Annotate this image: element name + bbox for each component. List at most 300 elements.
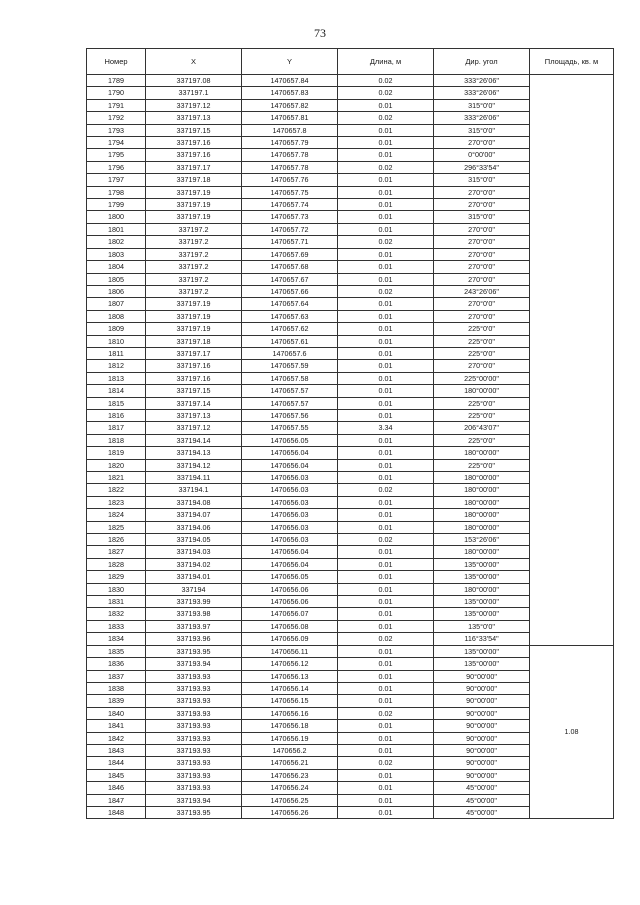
cell-angle: 135°0'0"	[434, 620, 530, 632]
cell-number: 1822	[87, 484, 146, 496]
cell-length: 0.01	[338, 99, 434, 111]
cell-y: 1470657.76	[242, 174, 338, 186]
cell-x: 337197.18	[146, 335, 242, 347]
cell-y: 1470657.73	[242, 211, 338, 223]
cell-number: 1833	[87, 620, 146, 632]
cell-angle: 135°00'00"	[434, 608, 530, 620]
cell-number: 1824	[87, 509, 146, 521]
cell-y: 1470656.16	[242, 707, 338, 719]
cell-number: 1812	[87, 360, 146, 372]
cell-y: 1470656.24	[242, 782, 338, 794]
cell-angle: 315°0'0"	[434, 211, 530, 223]
cell-number: 1804	[87, 261, 146, 273]
cell-number: 1807	[87, 298, 146, 310]
cell-number: 1814	[87, 385, 146, 397]
cell-length: 0.01	[338, 149, 434, 161]
cell-x: 337197.2	[146, 285, 242, 297]
cell-number: 1793	[87, 124, 146, 136]
cell-x: 337197.14	[146, 397, 242, 409]
cell-length: 0.01	[338, 744, 434, 756]
cell-number: 1825	[87, 521, 146, 533]
cell-length: 0.01	[338, 385, 434, 397]
cell-y: 1470657.67	[242, 273, 338, 285]
cell-angle: 180°00'00"	[434, 385, 530, 397]
cell-angle: 180°00'00"	[434, 496, 530, 508]
cell-angle: 180°00'00"	[434, 521, 530, 533]
cell-length: 0.02	[338, 484, 434, 496]
cell-x: 337194.02	[146, 558, 242, 570]
cell-angle: 116°33'54"	[434, 633, 530, 645]
cell-x: 337197.19	[146, 199, 242, 211]
cell-x: 337197.2	[146, 236, 242, 248]
cell-number: 1832	[87, 608, 146, 620]
cell-angle: 0°00'00"	[434, 149, 530, 161]
cell-y: 1470656.08	[242, 620, 338, 632]
cell-y: 1470656.23	[242, 769, 338, 781]
cell-length: 0.02	[338, 633, 434, 645]
cell-x: 337194.1	[146, 484, 242, 496]
cell-number: 1820	[87, 459, 146, 471]
cell-angle: 296°33'54"	[434, 161, 530, 173]
cell-angle: 90°00'00"	[434, 732, 530, 744]
cell-angle: 270°0'0"	[434, 223, 530, 235]
cell-angle: 135°00'00"	[434, 596, 530, 608]
cell-length: 0.01	[338, 199, 434, 211]
cell-y: 1470656.06	[242, 596, 338, 608]
cell-x: 337197.16	[146, 137, 242, 149]
cell-length: 0.02	[338, 285, 434, 297]
cell-y: 1470656.04	[242, 459, 338, 471]
cell-number: 1799	[87, 199, 146, 211]
cell-length: 3.34	[338, 422, 434, 434]
cell-angle: 153°26'06"	[434, 534, 530, 546]
cell-length: 0.01	[338, 397, 434, 409]
cell-y: 1470657.82	[242, 99, 338, 111]
cell-x: 337193.93	[146, 720, 242, 732]
cell-y: 1470657.79	[242, 137, 338, 149]
cell-number: 1811	[87, 347, 146, 359]
cell-y: 1470657.6	[242, 347, 338, 359]
cell-x: 337197.2	[146, 223, 242, 235]
header-area: Площадь, кв. м	[530, 49, 614, 75]
cell-number: 1815	[87, 397, 146, 409]
cell-length: 0.02	[338, 757, 434, 769]
cell-y: 1470656.13	[242, 670, 338, 682]
cell-length: 0.01	[338, 124, 434, 136]
cell-y: 1470656.03	[242, 534, 338, 546]
cell-number: 1848	[87, 806, 146, 818]
cell-angle: 90°00'00"	[434, 682, 530, 694]
cell-y: 1470656.2	[242, 744, 338, 756]
cell-angle: 225°0'0"	[434, 397, 530, 409]
cell-number: 1838	[87, 682, 146, 694]
cell-x: 337194.13	[146, 447, 242, 459]
cell-length: 0.01	[338, 608, 434, 620]
cell-x: 337194.11	[146, 472, 242, 484]
cell-y: 1470657.58	[242, 372, 338, 384]
cell-length: 0.01	[338, 558, 434, 570]
cell-number: 1818	[87, 434, 146, 446]
cell-length: 0.02	[338, 534, 434, 546]
cell-angle: 90°00'00"	[434, 720, 530, 732]
cell-angle: 270°0'0"	[434, 199, 530, 211]
cell-number: 1805	[87, 273, 146, 285]
cell-length: 0.02	[338, 161, 434, 173]
cell-x: 337194.01	[146, 571, 242, 583]
cell-length: 0.02	[338, 112, 434, 124]
cell-x: 337197.16	[146, 360, 242, 372]
cell-length: 0.01	[338, 459, 434, 471]
cell-length: 0.01	[338, 447, 434, 459]
cell-length: 0.01	[338, 174, 434, 186]
cell-y: 1470657.78	[242, 161, 338, 173]
cell-length: 0.01	[338, 496, 434, 508]
cell-y: 1470656.19	[242, 732, 338, 744]
cell-x: 337193.93	[146, 707, 242, 719]
cell-x: 337197.19	[146, 298, 242, 310]
cell-length: 0.01	[338, 521, 434, 533]
cell-number: 1834	[87, 633, 146, 645]
cell-y: 1470657.68	[242, 261, 338, 273]
cell-angle: 270°0'0"	[434, 298, 530, 310]
cell-number: 1829	[87, 571, 146, 583]
cell-angle: 243°26'06"	[434, 285, 530, 297]
cell-number: 1828	[87, 558, 146, 570]
cell-number: 1831	[87, 596, 146, 608]
cell-length: 0.01	[338, 658, 434, 670]
cell-x: 337197.16	[146, 149, 242, 161]
cell-length: 0.02	[338, 707, 434, 719]
coordinates-table	[86, 48, 614, 819]
cell-length: 0.01	[338, 670, 434, 682]
cell-number: 1794	[87, 137, 146, 149]
cell-number: 1798	[87, 186, 146, 198]
cell-y: 1470657.55	[242, 422, 338, 434]
cell-number: 1841	[87, 720, 146, 732]
cell-number: 1809	[87, 323, 146, 335]
cell-angle: 225°0'0"	[434, 409, 530, 421]
cell-number: 1813	[87, 372, 146, 384]
cell-y: 1470657.61	[242, 335, 338, 347]
cell-length: 0.01	[338, 261, 434, 273]
cell-x: 337194.08	[146, 496, 242, 508]
cell-y: 1470656.09	[242, 633, 338, 645]
cell-x: 337193.97	[146, 620, 242, 632]
cell-angle: 225°0'0"	[434, 347, 530, 359]
cell-length: 0.01	[338, 347, 434, 359]
cell-length: 0.01	[338, 298, 434, 310]
cell-x: 337194.07	[146, 509, 242, 521]
cell-x: 337197.17	[146, 347, 242, 359]
cell-y: 1470656.11	[242, 645, 338, 657]
cell-angle: 180°00'00"	[434, 583, 530, 595]
cell-angle: 90°00'00"	[434, 670, 530, 682]
cell-y: 1470656.05	[242, 571, 338, 583]
cell-angle: 206°43'07"	[434, 422, 530, 434]
cell-x: 337197.08	[146, 75, 242, 87]
cell-y: 1470657.78	[242, 149, 338, 161]
cell-angle: 270°0'0"	[434, 310, 530, 322]
cell-length: 0.01	[338, 360, 434, 372]
cell-length: 0.01	[338, 645, 434, 657]
cell-x: 337193.95	[146, 806, 242, 818]
cell-length: 0.01	[338, 720, 434, 732]
cell-number: 1842	[87, 732, 146, 744]
cell-length: 0.01	[338, 223, 434, 235]
cell-x: 337197.19	[146, 211, 242, 223]
cell-x: 337197.2	[146, 273, 242, 285]
cell-y: 1470656.04	[242, 558, 338, 570]
cell-x: 337194.14	[146, 434, 242, 446]
cell-number: 1791	[87, 99, 146, 111]
cell-angle: 225°00'00"	[434, 372, 530, 384]
cell-y: 1470657.74	[242, 199, 338, 211]
cell-number: 1800	[87, 211, 146, 223]
cell-y: 1470656.04	[242, 546, 338, 558]
page-number: 73	[314, 26, 326, 40]
cell-y: 1470656.05	[242, 434, 338, 446]
cell-angle: 180°00'00"	[434, 484, 530, 496]
cell-y: 1470656.03	[242, 521, 338, 533]
cell-angle: 333°26'06"	[434, 75, 530, 87]
cell-x: 337193.93	[146, 682, 242, 694]
cell-y: 1470657.69	[242, 248, 338, 260]
cell-angle: 45°00'00"	[434, 806, 530, 818]
cell-length: 0.01	[338, 509, 434, 521]
cell-angle: 225°0'0"	[434, 323, 530, 335]
cell-number: 1823	[87, 496, 146, 508]
cell-number: 1796	[87, 161, 146, 173]
cell-length: 0.01	[338, 211, 434, 223]
cell-number: 1844	[87, 757, 146, 769]
cell-y: 1470657.66	[242, 285, 338, 297]
cell-x: 337193.95	[146, 645, 242, 657]
cell-angle: 90°00'00"	[434, 757, 530, 769]
cell-angle: 333°26'06"	[434, 112, 530, 124]
cell-y: 1470656.06	[242, 583, 338, 595]
cell-length: 0.01	[338, 372, 434, 384]
cell-y: 1470657.83	[242, 87, 338, 99]
header-angle: Дир. угол	[434, 49, 530, 75]
cell-length: 0.01	[338, 409, 434, 421]
cell-number: 1846	[87, 782, 146, 794]
cell-number: 1810	[87, 335, 146, 347]
cell-number: 1816	[87, 409, 146, 421]
header-length: Длина, м	[338, 49, 434, 75]
cell-x: 337197.2	[146, 261, 242, 273]
cell-y: 1470656.26	[242, 806, 338, 818]
cell-angle: 90°00'00"	[434, 769, 530, 781]
cell-number: 1839	[87, 695, 146, 707]
cell-x: 337197.18	[146, 174, 242, 186]
cell-number: 1821	[87, 472, 146, 484]
cell-angle: 180°00'00"	[434, 546, 530, 558]
cell-x: 337197.15	[146, 385, 242, 397]
cell-x: 337193.93	[146, 670, 242, 682]
cell-length: 0.01	[338, 335, 434, 347]
cell-angle: 45°00'00"	[434, 782, 530, 794]
cell-angle: 135°00'00"	[434, 658, 530, 670]
cell-y: 1470657.81	[242, 112, 338, 124]
cell-number: 1827	[87, 546, 146, 558]
cell-x: 337193.94	[146, 658, 242, 670]
cell-y: 1470657.84	[242, 75, 338, 87]
cell-angle: 225°0'0"	[434, 335, 530, 347]
cell-y: 1470657.59	[242, 360, 338, 372]
cell-number: 1801	[87, 223, 146, 235]
cell-angle: 135°00'00"	[434, 558, 530, 570]
cell-length: 0.01	[338, 769, 434, 781]
cell-number: 1847	[87, 794, 146, 806]
cell-length: 0.01	[338, 434, 434, 446]
cell-angle: 90°00'00"	[434, 707, 530, 719]
cell-y: 1470656.04	[242, 447, 338, 459]
cell-number: 1803	[87, 248, 146, 260]
cell-y: 1470656.18	[242, 720, 338, 732]
cell-x: 337197.15	[146, 124, 242, 136]
cell-length: 0.01	[338, 310, 434, 322]
cell-x: 337193.98	[146, 608, 242, 620]
cell-angle: 333°26'06"	[434, 87, 530, 99]
cell-number: 1830	[87, 583, 146, 595]
header-y: Y	[242, 49, 338, 75]
cell-angle: 270°0'0"	[434, 261, 530, 273]
cell-angle: 45°00'00"	[434, 794, 530, 806]
cell-x: 337197.19	[146, 310, 242, 322]
cell-x: 337193.93	[146, 695, 242, 707]
cell-length: 0.01	[338, 596, 434, 608]
cell-y: 1470657.64	[242, 298, 338, 310]
cell-x: 337197.12	[146, 99, 242, 111]
cell-angle: 180°00'00"	[434, 509, 530, 521]
cell-x: 337193.93	[146, 782, 242, 794]
table-header-row	[87, 49, 614, 75]
cell-y: 1470657.57	[242, 385, 338, 397]
cell-length: 0.01	[338, 682, 434, 694]
cell-angle: 315°0'0"	[434, 99, 530, 111]
cell-number: 1840	[87, 707, 146, 719]
cell-x: 337197.17	[146, 161, 242, 173]
cell-x: 337197.19	[146, 186, 242, 198]
table-row	[87, 645, 614, 657]
cell-y: 1470657.71	[242, 236, 338, 248]
area-cell-empty	[530, 75, 614, 646]
cell-angle: 270°0'0"	[434, 248, 530, 260]
cell-x: 337197.13	[146, 409, 242, 421]
cell-angle: 135°00'00"	[434, 571, 530, 583]
cell-angle: 270°0'0"	[434, 273, 530, 285]
cell-number: 1808	[87, 310, 146, 322]
cell-length: 0.01	[338, 732, 434, 744]
cell-y: 1470657.63	[242, 310, 338, 322]
cell-x: 337194.03	[146, 546, 242, 558]
cell-length: 0.01	[338, 806, 434, 818]
cell-y: 1470657.57	[242, 397, 338, 409]
cell-x: 337197.12	[146, 422, 242, 434]
cell-x: 337197.19	[146, 323, 242, 335]
cell-y: 1470656.03	[242, 472, 338, 484]
cell-length: 0.01	[338, 695, 434, 707]
cell-number: 1817	[87, 422, 146, 434]
cell-angle: 270°0'0"	[434, 236, 530, 248]
cell-number: 1843	[87, 744, 146, 756]
cell-length: 0.01	[338, 472, 434, 484]
cell-length: 0.01	[338, 583, 434, 595]
cell-number: 1795	[87, 149, 146, 161]
cell-y: 1470656.21	[242, 757, 338, 769]
cell-length: 0.01	[338, 782, 434, 794]
cell-y: 1470656.25	[242, 794, 338, 806]
cell-angle: 270°0'0"	[434, 137, 530, 149]
cell-x: 337194.06	[146, 521, 242, 533]
cell-angle: 180°00'00"	[434, 447, 530, 459]
cell-angle: 180°00'00"	[434, 472, 530, 484]
header-x: X	[146, 49, 242, 75]
cell-x: 337194	[146, 583, 242, 595]
cell-length: 0.01	[338, 571, 434, 583]
cell-x: 337197.1	[146, 87, 242, 99]
cell-angle: 270°0'0"	[434, 186, 530, 198]
cell-number: 1789	[87, 75, 146, 87]
cell-number: 1819	[87, 447, 146, 459]
cell-length: 0.01	[338, 248, 434, 260]
cell-y: 1470657.72	[242, 223, 338, 235]
cell-x: 337197.2	[146, 248, 242, 260]
cell-angle: 225°0'0"	[434, 459, 530, 471]
cell-y: 1470657.75	[242, 186, 338, 198]
cell-length: 0.01	[338, 186, 434, 198]
cell-x: 337193.93	[146, 744, 242, 756]
cell-number: 1836	[87, 658, 146, 670]
cell-y: 1470656.12	[242, 658, 338, 670]
cell-y: 1470656.15	[242, 695, 338, 707]
cell-angle: 315°0'0"	[434, 174, 530, 186]
cell-angle: 225°0'0"	[434, 434, 530, 446]
cell-x: 337194.05	[146, 534, 242, 546]
cell-x: 337193.94	[146, 794, 242, 806]
cell-x: 337193.99	[146, 596, 242, 608]
cell-number: 1826	[87, 534, 146, 546]
cell-angle: 135°00'00"	[434, 645, 530, 657]
cell-length: 0.01	[338, 323, 434, 335]
cell-number: 1802	[87, 236, 146, 248]
cell-number: 1835	[87, 645, 146, 657]
cell-y: 1470656.03	[242, 484, 338, 496]
cell-x: 337197.13	[146, 112, 242, 124]
cell-length: 0.01	[338, 620, 434, 632]
cell-x: 337193.93	[146, 769, 242, 781]
header-number: Номер	[87, 49, 146, 75]
area-value: 1.08	[530, 645, 614, 819]
cell-angle: 270°0'0"	[434, 360, 530, 372]
cell-length: 0.02	[338, 75, 434, 87]
cell-number: 1792	[87, 112, 146, 124]
cell-length: 0.01	[338, 273, 434, 285]
cell-x: 337193.93	[146, 732, 242, 744]
cell-length: 0.02	[338, 236, 434, 248]
cell-angle: 90°00'00"	[434, 744, 530, 756]
cell-number: 1797	[87, 174, 146, 186]
cell-x: 337194.12	[146, 459, 242, 471]
cell-y: 1470657.56	[242, 409, 338, 421]
cell-length: 0.02	[338, 87, 434, 99]
table-body	[87, 75, 614, 819]
cell-y: 1470657.62	[242, 323, 338, 335]
cell-length: 0.01	[338, 546, 434, 558]
cell-x: 337197.16	[146, 372, 242, 384]
cell-y: 1470656.03	[242, 509, 338, 521]
cell-angle: 90°00'00"	[434, 695, 530, 707]
